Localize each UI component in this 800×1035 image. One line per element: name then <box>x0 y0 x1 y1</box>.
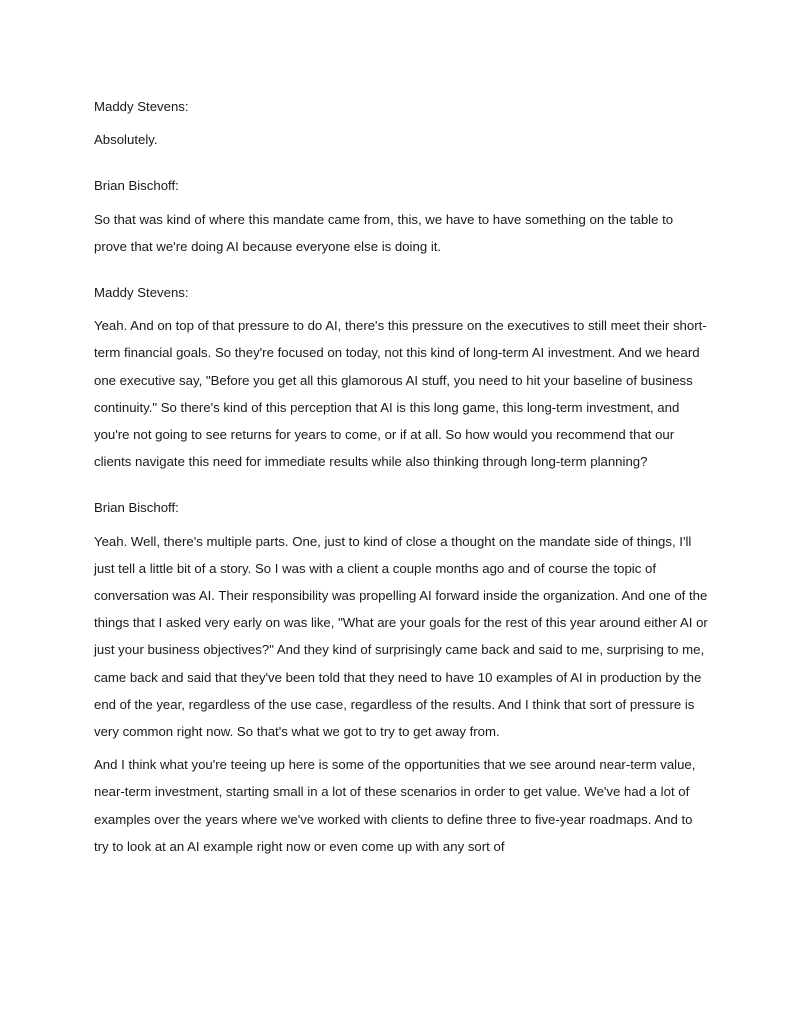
speech-paragraph: Absolutely. <box>94 132 158 148</box>
speech-paragraph: Yeah. And on top of that pressure to do AI, there's this pressure on the executives to still meet their short-term financial goals. So they're focused on today, not this kind of long-term AI investment. And we heard one executive say, "Before you get all this glamorous AI stuff, you need to hit your baseline of business continuity." So there's kind of this perception that AI is this long game, this long-term investment, and you're not going to see returns for years to come, or if at all. So how would you recommend that our clients navigate this need for immediate results while also thinking through long-term planning? <box>94 318 707 470</box>
speech-paragraph: And I think what you're teeing up here is some of the opportunities that we see around near-term value, near-term investment, starting small in a lot of these scenarios in order to get value. We've had a lot of examples over the years where we've worked with clients to define three to five-year roadmaps. And to try to look at an AI example right now or even come up with any sort of <box>94 757 696 854</box>
speech-paragraph: So that was kind of where this mandate came from, this, we have to have something on the table to prove that we're doing AI because everyone else is doing it. <box>94 211 674 254</box>
speaker-name: Brian Bischoff: <box>94 500 179 516</box>
speaker-name: Maddy Stevens: <box>94 99 189 114</box>
speaker-name: Maddy Stevens: <box>94 285 189 301</box>
speaker-name: Brian Bischoff: <box>94 178 179 194</box>
transcript-body <box>94 93 709 879</box>
speech-paragraph: Yeah. Well, there's multiple parts. One, just to kind of close a thought on the mandate side of things, I'll just tell a little bit of a story. So I was with a client a couple months ago and of course the topic of conversation was AI. Their responsibility was propelling AI forward inside the organization. And one of the things that I asked very early on was like, "What are your goals for the rest of this year around either AI or just your business objectives?" And they kind of surprisingly came back and said to me, surprising to me, came back and said that they've been told that they need to have 10 examples of AI in production by the end of the year, regardless of the use case, regardless of the results. And I think that sort of pressure is very common right now. So that's what we got to try to get away from. <box>94 533 708 740</box>
